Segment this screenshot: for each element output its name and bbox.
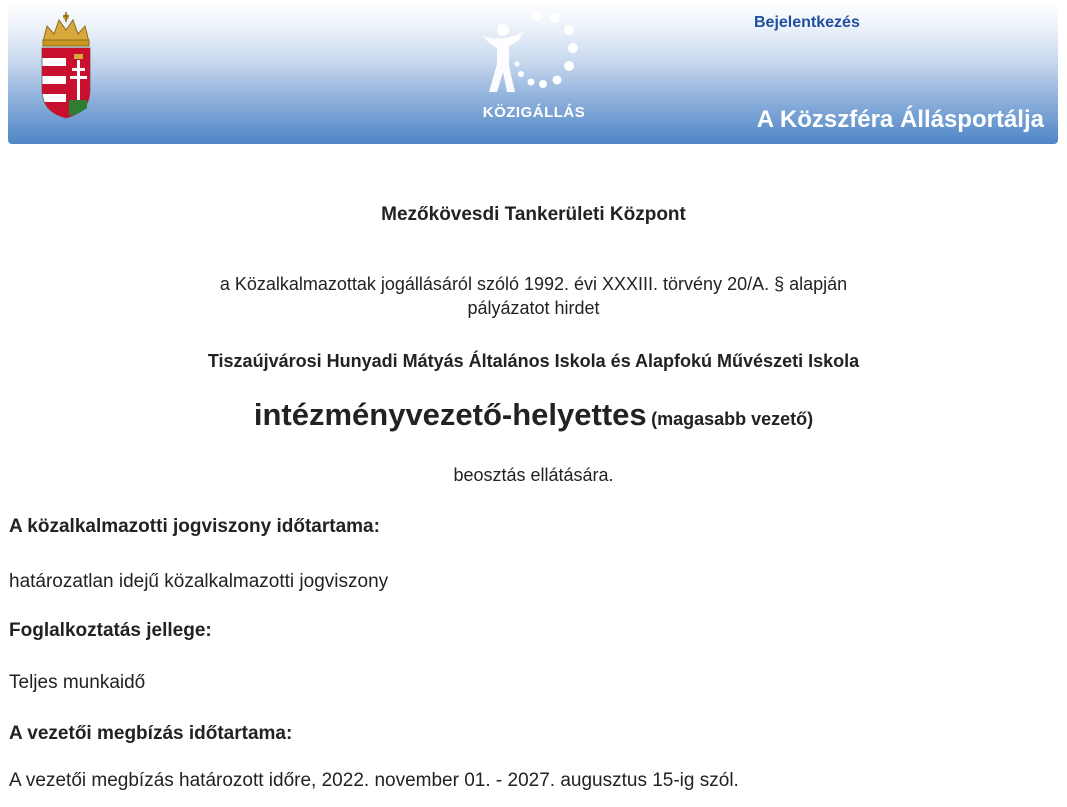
announcement-action-text: pályázatot hirdet [467,298,600,318]
hungarian-coat-of-arms-icon[interactable] [39,12,93,120]
section-text-mandate-duration: A vezetői megbízás határozott időre, 2022. november 01. - 2027. augusztus 15-ig szól. [9,770,739,791]
section-heading-employment-duration: A közalkalmazotti jogviszony időtartama: [9,516,380,537]
position-line [0,397,1067,433]
site-header-banner [8,0,1058,144]
section-text-employment-type: Teljes munkaidő [9,672,146,693]
position-title: intézményvezető-helyettes [253,397,647,432]
school-name: Tiszaújvárosi Hunyadi Mátyás Általános Iskola és Alapfokú Művészeti Iskola [207,351,860,371]
kozigallas-figure-dots-icon[interactable] [475,10,585,96]
kozigallas-logo-text: KÖZIGÁLLÁS [482,104,586,121]
section-heading-employment-type: Foglalkoztatás jellege: [9,620,212,641]
legal-basis-text: a Közalkalmazottak jogállásáról szóló 1992. évi XXXIII. törvény 20/A. § alapján [219,274,848,294]
position-qualifier: (magasabb vezető) [651,409,814,429]
portal-tagline: A Közszféra Állásportálja [756,106,1044,133]
section-text-employment-duration: határozatlan idejű közalkalmazotti jogviszony [9,571,389,592]
login-link[interactable]: Bejelentkezés [754,14,860,31]
assignment-text: beosztás ellátására. [453,465,614,485]
organization-name: Mezőkövesdi Tankerületi Központ [381,204,686,225]
section-heading-mandate-duration: A vezetői megbízás időtartama: [9,723,293,744]
